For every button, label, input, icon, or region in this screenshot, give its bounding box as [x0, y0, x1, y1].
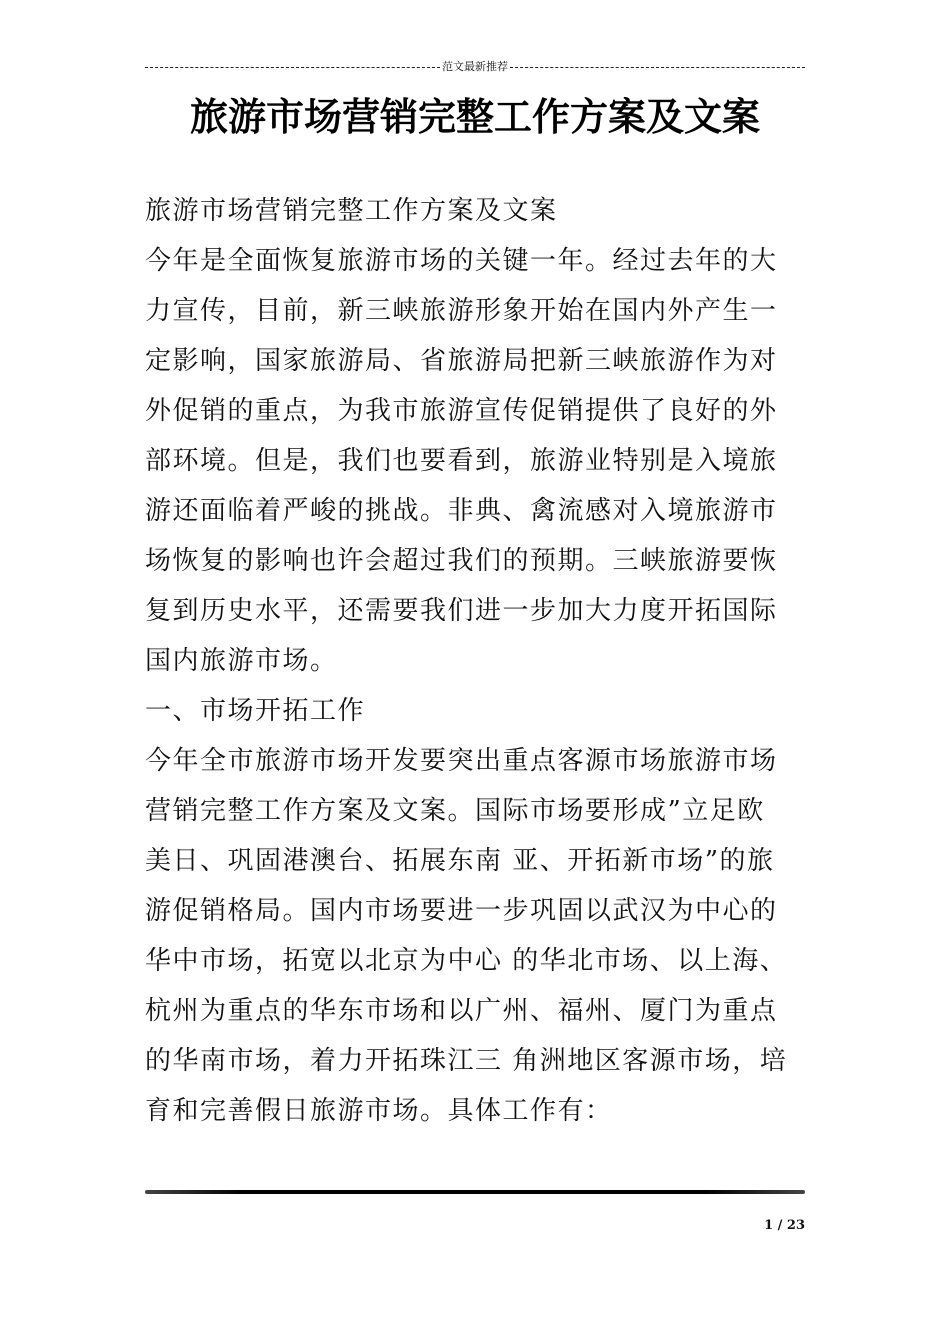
header-dash-right — [510, 67, 805, 68]
body-line: 华中市场，拓宽以北京为中心 的华北市场、以上海、 — [145, 946, 788, 976]
body-line: 场恢复的影响也许会超过我们的预期。三峡旅游要恢 — [145, 546, 778, 576]
body-line: 美日、巩固港澳台、拓展东南 亚、开拓新市场”的旅 — [145, 846, 775, 876]
body-line: 旅游市场营销完整工作方案及文案 — [145, 196, 558, 226]
header-label: 范文最新推荐 — [442, 60, 508, 73]
body-line: 定影响，国家旅游局、省旅游局把新三峡旅游作为对 — [145, 346, 778, 376]
header-rule — [145, 60, 805, 74]
document-title: 旅游市场营销完整工作方案及文案 — [189, 94, 760, 139]
page-number: 1 / 23 — [764, 1218, 805, 1233]
body-line: 复到历史水平，还需要我们进一步加大力度开拓国际 — [145, 596, 778, 626]
body-line: 育和完善假日旅游市场。具体工作有： — [145, 1096, 613, 1126]
body-line: 力宣传，目前，新三峡旅游形象开始在国内外产生一 — [145, 296, 778, 326]
body-line: 今年全市旅游市场开发要突出重点客源市场旅游市场 — [145, 746, 778, 776]
body-line: 的华南市场，着力开拓珠江三 角洲地区客源市场，培 — [145, 1046, 788, 1076]
body-line: 游促销格局。国内市场要进一步巩固以武汉为中心的 — [145, 896, 778, 926]
section-heading: 一、市场开拓工作 — [145, 696, 366, 726]
header-dash-left — [145, 67, 440, 68]
body-line: 今年是全面恢复旅游市场的关键一年。经过去年的大 — [145, 246, 778, 276]
document-body — [145, 186, 815, 1136]
body-line: 国内旅游市场。 — [145, 646, 338, 676]
body-line: 游还面临着严峻的挑战。非典、禽流感对入境旅游市 — [145, 496, 778, 526]
footer-rule — [145, 1190, 805, 1194]
body-line: 部环境。但是，我们也要看到，旅游业特别是入境旅 — [145, 446, 778, 476]
body-line: 外促销的重点，为我市旅游宣传促销提供了良好的外 — [145, 396, 778, 426]
body-line: 营销完整工作方案及文案。国际市场要形成”立足欧 — [145, 796, 765, 826]
body-line: 杭州为重点的华东市场和以广州、福州、厦门为重点 — [145, 996, 778, 1026]
